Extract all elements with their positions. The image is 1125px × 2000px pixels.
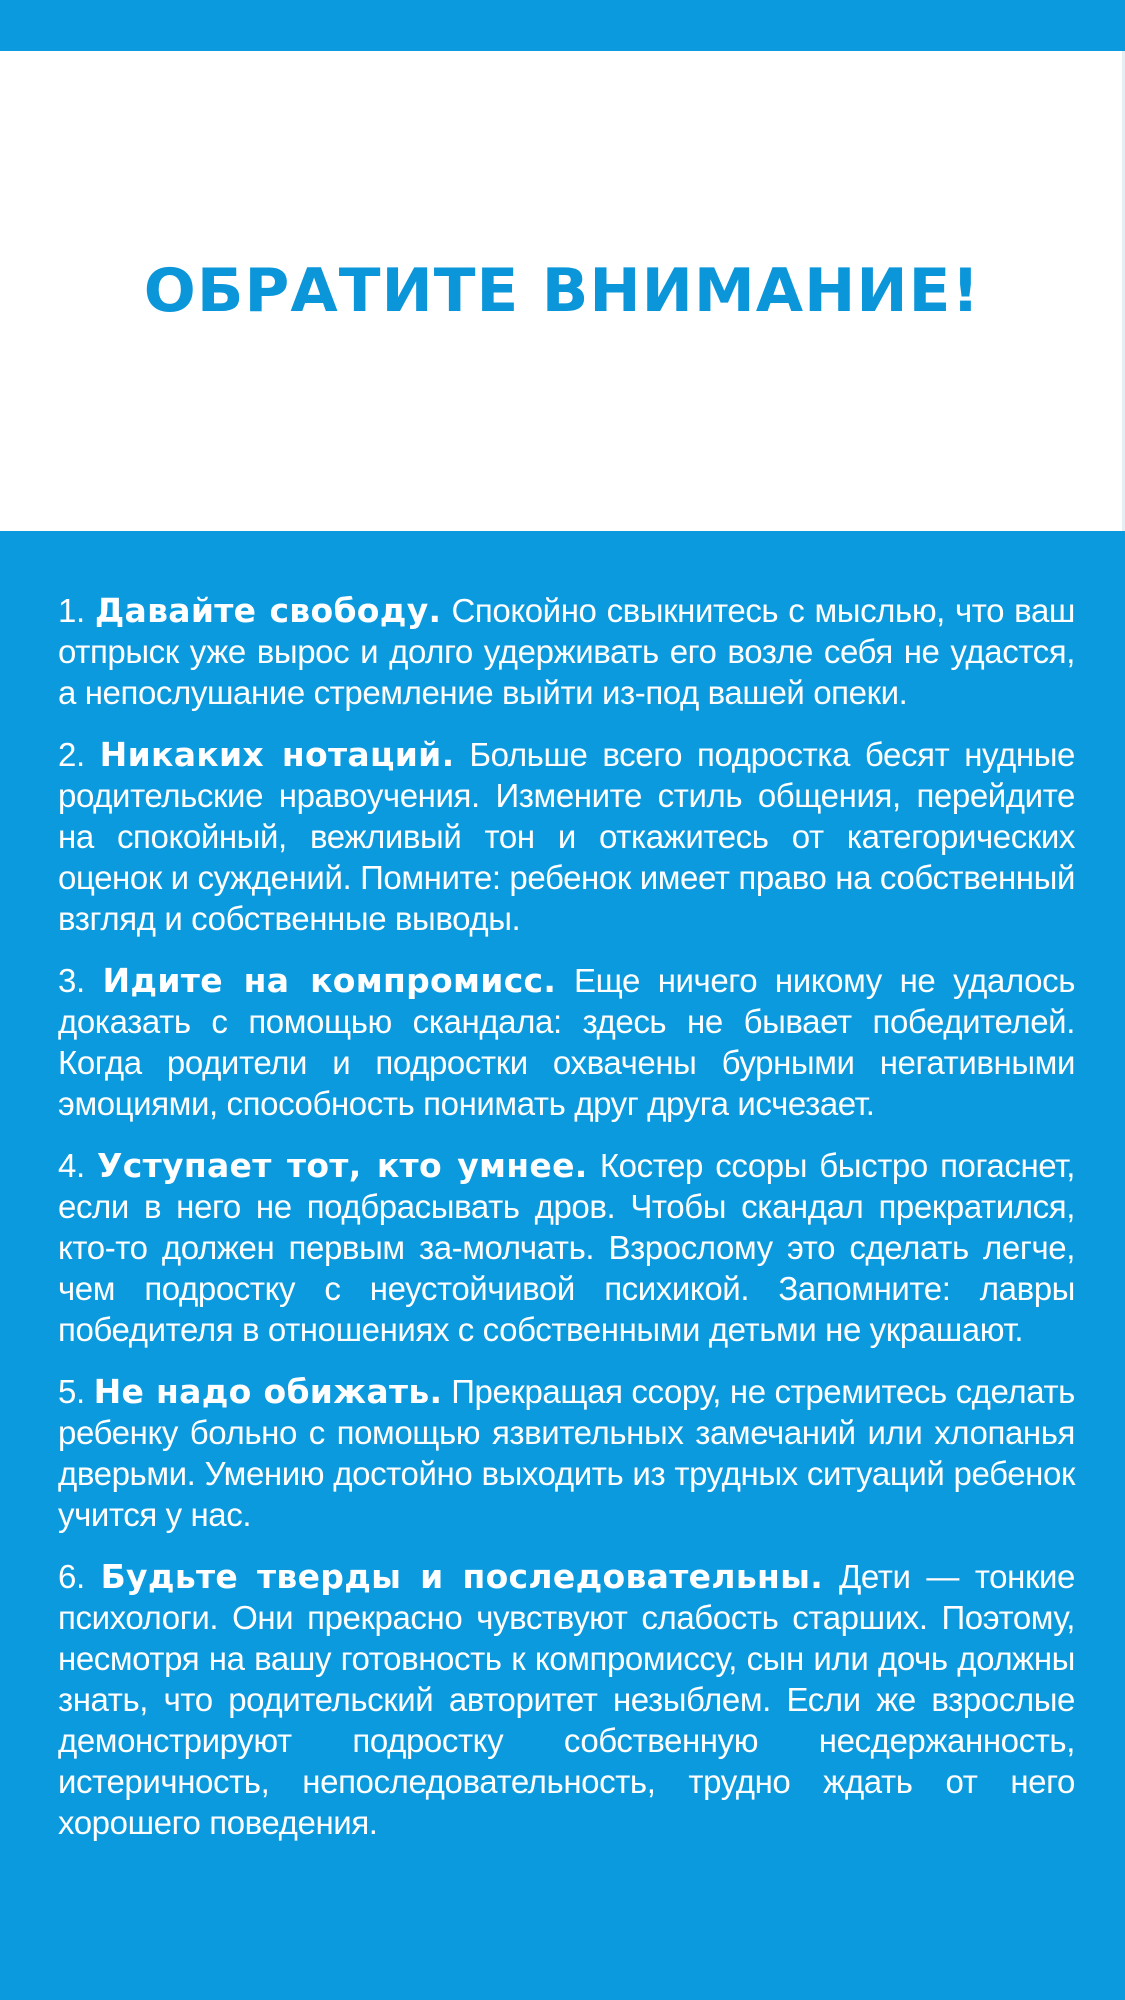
item-text: Костер ссоры быстро погаснет, если в него не подбрасывать дров. Чтобы скандал прекратился, кто-то должен первым за-молчать. Взрослому это сделать легче, чем подростку с неустойчивой психикой. Запомните: лавры победителя в отношениях с собственными детьми не украшают. [58,1147,1075,1348]
item-text: Больше всего подростка бесят нудные родительские нравоучения. Измените стиль общения, перейдите на спокойный, вежливый тон и откажитесь от категорических оценок и суждений. Помните: ребенок имеет право на собственный взгляд и собственные выводы. [58,736,1075,937]
item-heading: Идите на компромисс. [102,961,557,1000]
item-number: 5. [58,1373,85,1410]
item-heading: Никаких нотаций. [99,735,455,774]
item-text: Прекращая ссору, не стремитесь сделать ребенку больно с помощью язвительных замечаний или хлопанья дверьми. Умению достойно выходить из трудных ситуаций ребенок учится у нас. [58,1373,1075,1533]
advice-item-5 [58,1371,1075,1535]
advice-item-2 [58,734,1075,939]
item-number: 4. [58,1147,85,1184]
advice-item-6 [58,1556,1075,1843]
advice-item-3 [58,960,1075,1124]
item-heading: Давайте свободу. [94,591,442,630]
header-section [0,51,1125,531]
page-title: ОБРАТИТЕ ВНИМАНИЕ! [144,256,981,326]
item-heading: Будьте тверды и последовательны. [100,1557,824,1596]
item-text: Еще ничего никому не удалось доказать с помощью скандала: здесь не бывает победителей. Когда родители и подростки охвачены бурными негативными эмоциями, способность понимать друг друга исчезает. [58,962,1076,1122]
item-text: Дети — тонкие психологи. Они прекрасно чувствуют слабость старших. Поэтому, несмотря на вашу готовность к компромиссу, сын или дочь должны знать, что родительский авторитет незыблем. Если же взрослые демонстрируют подростку собственную несдержанность, истеричность, непоследовательность, трудно ждать от него хорошего поведения. [58,1558,1075,1841]
advice-item-1 [58,590,1075,713]
item-number: 1. [58,592,85,629]
item-text: Спокойно свыкнитесь с мыслью, что ваш отпрыск уже вырос и долго удерживать его возле себя не удастся, а непослушание стремление выйти из-под вашей опеки. [58,592,1075,711]
content-section [0,531,1125,2000]
item-heading: Не надо обижать. [93,1372,443,1411]
item-number: 6. [58,1558,85,1595]
item-heading: Уступает тот, кто умнее. [97,1146,588,1185]
item-number: 3. [58,962,85,999]
item-number: 2. [58,736,85,773]
advice-item-4 [58,1145,1075,1350]
advice-list [58,590,1075,1864]
top-accent-bar [0,0,1125,51]
